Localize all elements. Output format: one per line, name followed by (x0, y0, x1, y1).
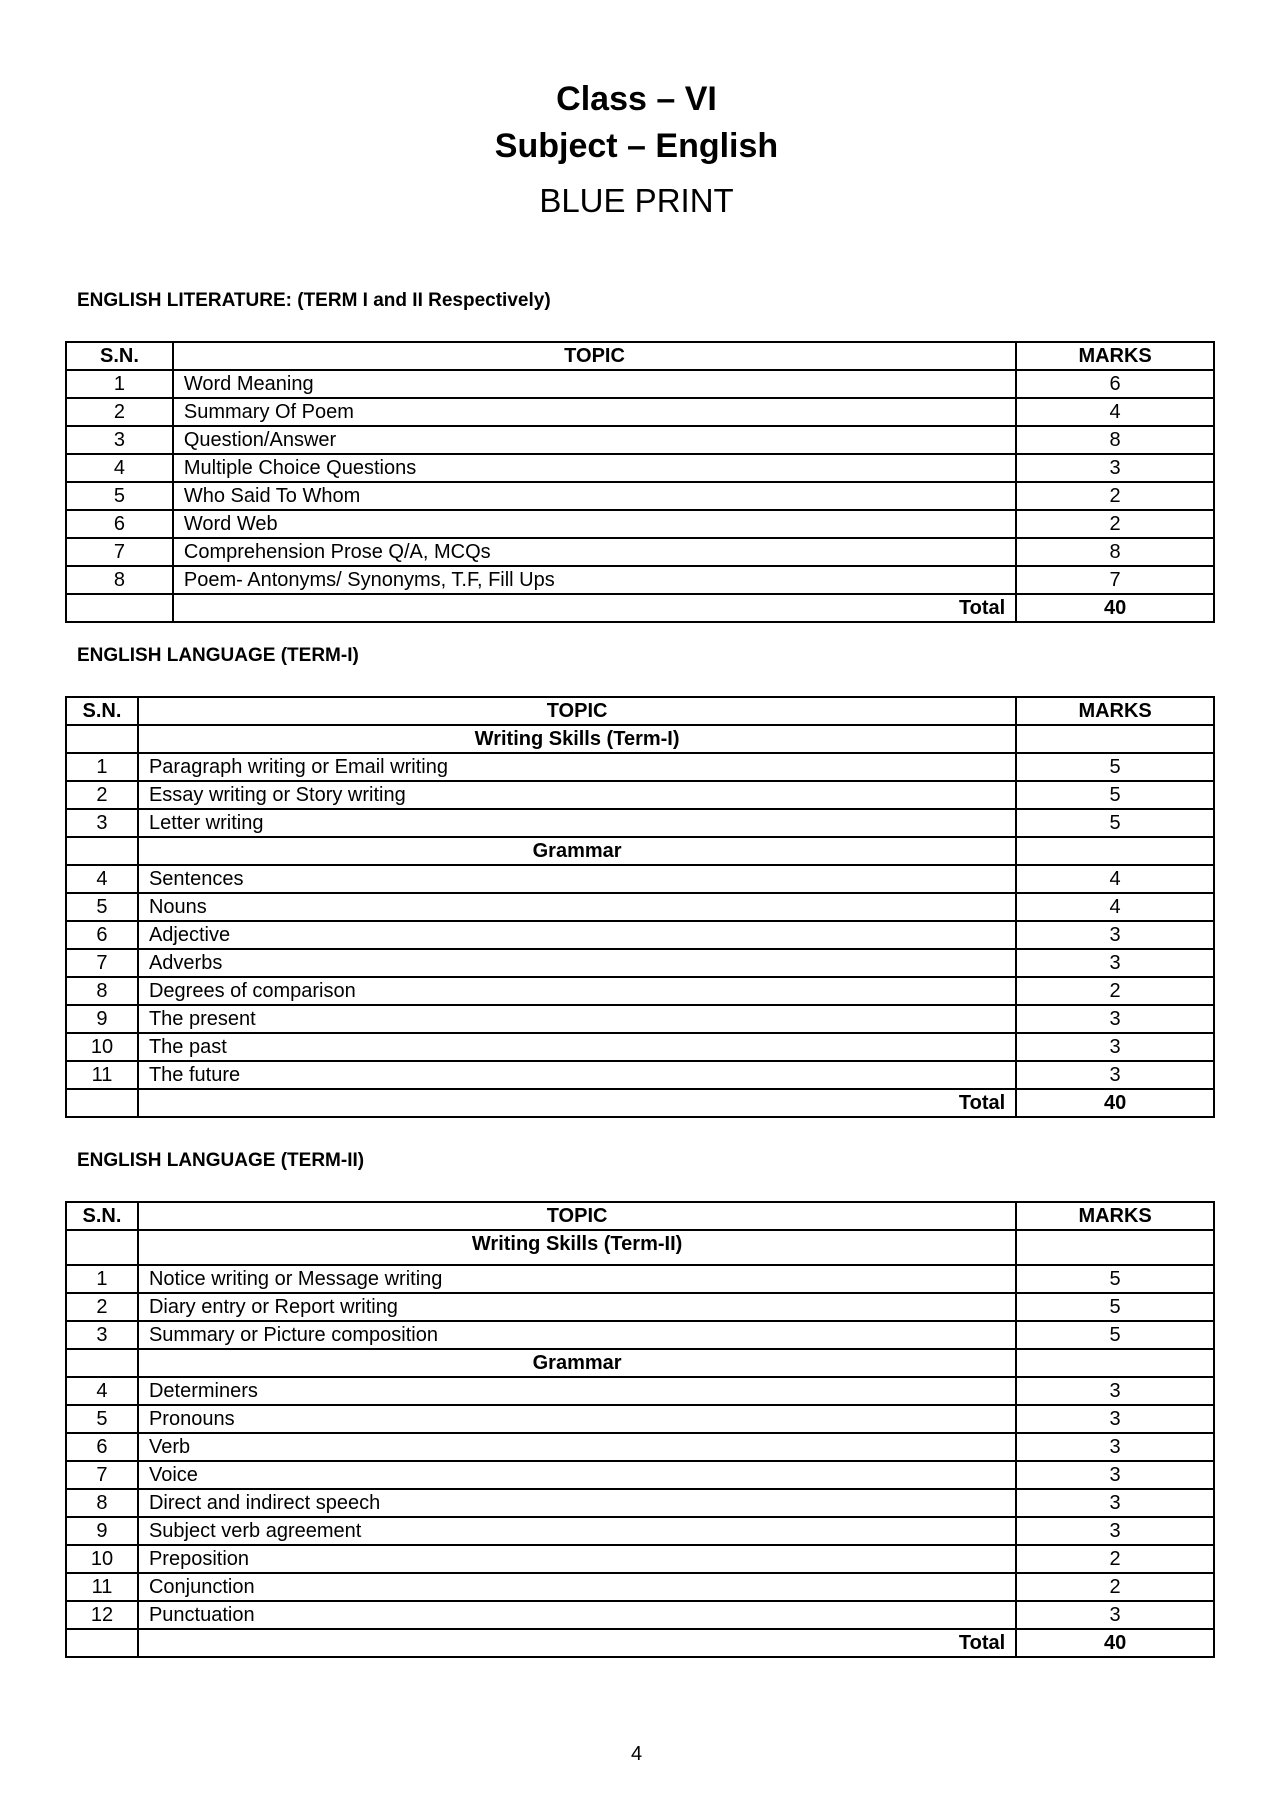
empty-cell (66, 837, 138, 865)
topic-cell: Word Meaning (173, 370, 1016, 398)
marks-cell: 8 (1016, 538, 1214, 566)
sn-cell: 8 (66, 1489, 138, 1517)
table-header-row (66, 342, 1214, 370)
sn-cell: 1 (66, 1265, 138, 1293)
marks-cell: 5 (1016, 1321, 1214, 1349)
literature-table-body (66, 370, 1214, 594)
table-row (66, 1489, 1214, 1517)
marks-cell: 7 (1016, 566, 1214, 594)
sn-cell: 2 (66, 1293, 138, 1321)
subsection-row (66, 837, 1214, 865)
topic-cell: The present (138, 1005, 1016, 1033)
table-row (66, 949, 1214, 977)
page-number: 4 (630, 1743, 643, 1765)
table-row (66, 1573, 1214, 1601)
sn-cell: 1 (66, 370, 173, 398)
sn-cell: 8 (66, 977, 138, 1005)
table-row (66, 1517, 1214, 1545)
topic-cell: Diary entry or Report writing (138, 1293, 1016, 1321)
marks-cell: 3 (1016, 1377, 1214, 1405)
sn-cell: 9 (66, 1005, 138, 1033)
marks-cell: 3 (1016, 1061, 1214, 1089)
literature-table (65, 341, 1215, 623)
sn-cell: 2 (66, 781, 138, 809)
empty-cell (1016, 725, 1214, 753)
topic-cell: Notice writing or Message writing (138, 1265, 1016, 1293)
column-header-sn: S.N. (66, 1202, 138, 1230)
subsection-heading: Writing Skills (Term-II) (138, 1230, 1016, 1265)
table-row (66, 977, 1214, 1005)
marks-cell: 4 (1016, 893, 1214, 921)
table-row (66, 1265, 1214, 1293)
subsection-row (66, 1230, 1214, 1265)
total-row (66, 1629, 1214, 1657)
topic-cell: Question/Answer (173, 426, 1016, 454)
table-header-row (66, 1202, 1214, 1230)
marks-cell: 2 (1016, 1545, 1214, 1573)
topic-cell: Degrees of comparison (138, 977, 1016, 1005)
topic-cell: The future (138, 1061, 1016, 1089)
marks-cell: 3 (1016, 921, 1214, 949)
total-row (66, 1089, 1214, 1117)
table-row (66, 426, 1214, 454)
marks-cell: 3 (1016, 1601, 1214, 1629)
sn-cell: 6 (66, 921, 138, 949)
marks-cell: 5 (1016, 781, 1214, 809)
table-row (66, 1005, 1214, 1033)
language-term1-table (65, 696, 1215, 1118)
empty-cell (66, 1230, 138, 1265)
sn-cell: 3 (66, 1321, 138, 1349)
subsection-heading: Grammar (138, 837, 1016, 865)
marks-cell: 3 (1016, 949, 1214, 977)
marks-cell: 3 (1016, 1433, 1214, 1461)
table-row (66, 510, 1214, 538)
marks-cell: 3 (1016, 454, 1214, 482)
table-row (66, 1461, 1214, 1489)
sn-cell: 6 (66, 1433, 138, 1461)
column-header-marks: MARKS (1016, 697, 1214, 725)
topic-cell: Adjective (138, 921, 1016, 949)
topic-cell: Summary or Picture composition (138, 1321, 1016, 1349)
subsection-row (66, 725, 1214, 753)
marks-cell: 2 (1016, 510, 1214, 538)
class-title: Class – VI (556, 80, 717, 118)
marks-cell: 3 (1016, 1033, 1214, 1061)
table-row (66, 809, 1214, 837)
marks-cell: 2 (1016, 977, 1214, 1005)
sn-cell: 6 (66, 510, 173, 538)
sn-cell: 8 (66, 566, 173, 594)
column-header-topic: TOPIC (138, 697, 1016, 725)
marks-cell: 8 (1016, 426, 1214, 454)
topic-cell: Conjunction (138, 1573, 1016, 1601)
table-row (66, 454, 1214, 482)
table-row (66, 1405, 1214, 1433)
marks-cell: 3 (1016, 1461, 1214, 1489)
sn-cell: 7 (66, 1461, 138, 1489)
language-term2-table (65, 1201, 1215, 1658)
marks-cell: 3 (1016, 1489, 1214, 1517)
sn-cell: 5 (66, 1405, 138, 1433)
sn-cell: 4 (66, 1377, 138, 1405)
table-row (66, 1293, 1214, 1321)
sn-cell: 11 (66, 1573, 138, 1601)
topic-cell: Paragraph writing or Email writing (138, 753, 1016, 781)
topic-cell: Preposition (138, 1545, 1016, 1573)
table-row (66, 538, 1214, 566)
topic-cell: Determiners (138, 1377, 1016, 1405)
language-term1-heading: ENGLISH LANGUAGE (TERM-I) (77, 645, 359, 666)
sn-cell: 1 (66, 753, 138, 781)
table-row (66, 1433, 1214, 1461)
topic-cell: Direct and indirect speech (138, 1489, 1016, 1517)
sn-cell: 12 (66, 1601, 138, 1629)
table-row (66, 1545, 1214, 1573)
total-label: Total (138, 1089, 1016, 1117)
marks-cell: 2 (1016, 482, 1214, 510)
table-row (66, 893, 1214, 921)
marks-cell: 2 (1016, 1573, 1214, 1601)
table-row (66, 921, 1214, 949)
language-term1-table-body (66, 725, 1214, 1089)
total-label: Total (138, 1629, 1016, 1657)
table-row (66, 1377, 1214, 1405)
sn-cell: 4 (66, 865, 138, 893)
total-value: 40 (1016, 594, 1214, 622)
topic-cell: Verb (138, 1433, 1016, 1461)
marks-cell: 6 (1016, 370, 1214, 398)
column-header-sn: S.N. (66, 697, 138, 725)
column-header-sn: S.N. (66, 342, 173, 370)
language-term2-heading: ENGLISH LANGUAGE (TERM-II) (77, 1150, 365, 1171)
sn-cell: 2 (66, 398, 173, 426)
total-label: Total (173, 594, 1016, 622)
sn-cell: 7 (66, 538, 173, 566)
column-header-topic: TOPIC (173, 342, 1016, 370)
empty-cell (1016, 1230, 1214, 1265)
sn-cell: 11 (66, 1061, 138, 1089)
subsection-row (66, 1349, 1214, 1377)
marks-cell: 3 (1016, 1405, 1214, 1433)
blueprint-title: BLUE PRINT (539, 182, 734, 219)
subsection-heading: Grammar (138, 1349, 1016, 1377)
empty-cell (66, 1349, 138, 1377)
table-row (66, 482, 1214, 510)
table-row (66, 1033, 1214, 1061)
marks-cell: 5 (1016, 753, 1214, 781)
subsection-heading: Writing Skills (Term-I) (138, 725, 1016, 753)
sn-cell: 5 (66, 482, 173, 510)
marks-cell: 5 (1016, 1293, 1214, 1321)
table-row (66, 1321, 1214, 1349)
topic-cell: Letter writing (138, 809, 1016, 837)
topic-cell: Adverbs (138, 949, 1016, 977)
total-value: 40 (1016, 1089, 1214, 1117)
literature-heading: ENGLISH LITERATURE: (TERM I and II Respectively) (77, 290, 551, 311)
sn-cell: 4 (66, 454, 173, 482)
topic-cell: Sentences (138, 865, 1016, 893)
topic-cell: Poem- Antonyms/ Synonyms, T.F, Fill Ups (173, 566, 1016, 594)
sn-cell: 3 (66, 426, 173, 454)
sn-cell: 10 (66, 1033, 138, 1061)
table-row (66, 566, 1214, 594)
marks-cell: 5 (1016, 1265, 1214, 1293)
topic-cell: Voice (138, 1461, 1016, 1489)
table-row (66, 753, 1214, 781)
topic-cell: The past (138, 1033, 1016, 1061)
column-header-marks: MARKS (1016, 342, 1214, 370)
total-row (66, 594, 1214, 622)
marks-cell: 4 (1016, 398, 1214, 426)
table-header-row (66, 697, 1214, 725)
table-row (66, 1601, 1214, 1629)
column-header-marks: MARKS (1016, 1202, 1214, 1230)
topic-cell: Pronouns (138, 1405, 1016, 1433)
subject-title: Subject – English (494, 127, 779, 165)
topic-cell: Summary Of Poem (173, 398, 1016, 426)
marks-cell: 4 (1016, 865, 1214, 893)
sn-cell: 7 (66, 949, 138, 977)
sn-cell: 3 (66, 809, 138, 837)
empty-cell (66, 725, 138, 753)
topic-cell: Essay writing or Story writing (138, 781, 1016, 809)
column-header-topic: TOPIC (138, 1202, 1016, 1230)
empty-cell (1016, 1349, 1214, 1377)
table-row (66, 1061, 1214, 1089)
topic-cell: Punctuation (138, 1601, 1016, 1629)
language-term2-table-body (66, 1230, 1214, 1629)
marks-cell: 5 (1016, 809, 1214, 837)
topic-cell: Word Web (173, 510, 1016, 538)
sn-cell: 9 (66, 1517, 138, 1545)
topic-cell: Nouns (138, 893, 1016, 921)
table-row (66, 370, 1214, 398)
sn-cell: 10 (66, 1545, 138, 1573)
table-row (66, 781, 1214, 809)
marks-cell: 3 (1016, 1517, 1214, 1545)
table-row (66, 865, 1214, 893)
topic-cell: Comprehension Prose Q/A, MCQs (173, 538, 1016, 566)
sn-cell: 5 (66, 893, 138, 921)
total-value: 40 (1016, 1629, 1214, 1657)
marks-cell: 3 (1016, 1005, 1214, 1033)
empty-cell (1016, 837, 1214, 865)
topic-cell: Subject verb agreement (138, 1517, 1016, 1545)
topic-cell: Multiple Choice Questions (173, 454, 1016, 482)
table-row (66, 398, 1214, 426)
topic-cell: Who Said To Whom (173, 482, 1016, 510)
